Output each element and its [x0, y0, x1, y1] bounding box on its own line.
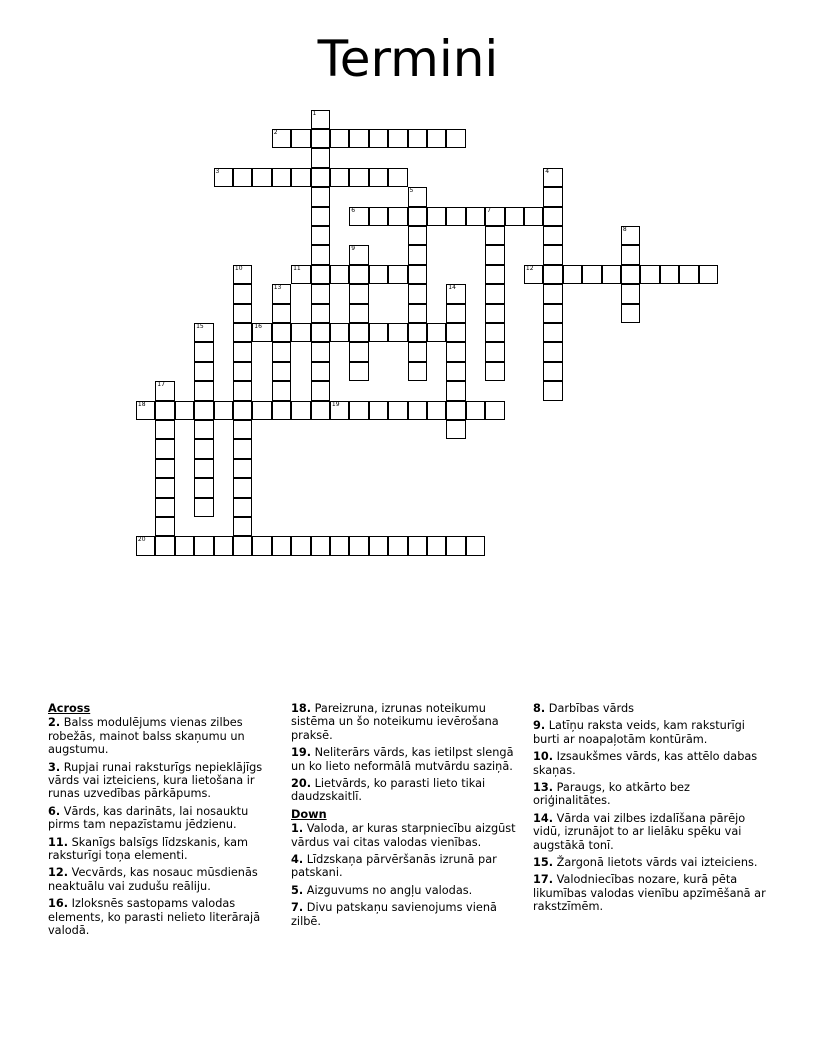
- grid-cell[interactable]: [679, 265, 699, 285]
- grid-cell[interactable]: [233, 284, 253, 304]
- grid-cell[interactable]: [408, 536, 428, 556]
- clue-text: Vecvārds, kas nosauc mūsdienās neaktuālu vai zudušu reāliju.: [48, 866, 258, 893]
- clue-number-label: 17.: [533, 873, 554, 887]
- grid-cell[interactable]: [543, 323, 563, 343]
- clue-number-label: 11.: [48, 835, 69, 849]
- clue-number-label: 7.: [291, 901, 304, 915]
- grid-cell[interactable]: [233, 265, 253, 285]
- grid-cell[interactable]: [369, 536, 389, 556]
- grid-cell[interactable]: [272, 401, 292, 421]
- grid-cell[interactable]: [388, 168, 408, 188]
- clue-number: 7: [487, 206, 491, 214]
- clue-number: 6: [351, 206, 356, 214]
- clue-text: Vārda vai zilbes izdalīšana pārējo vidū, izrunājot to ar lielāku spēku vai augstākā tonī.: [533, 811, 746, 852]
- clue-item: [291, 853, 516, 880]
- grid-cell[interactable]: [272, 536, 292, 556]
- grid-cell[interactable]: [349, 362, 369, 382]
- clue-text: Skanīgs balsīgs līdzskanis, kam raksturīgi toņa elementi.: [48, 835, 249, 863]
- clue-number: 15: [196, 322, 204, 330]
- grid-cell[interactable]: [311, 129, 331, 149]
- grid-cell[interactable]: [349, 207, 369, 227]
- grid-cell[interactable]: [194, 342, 214, 362]
- grid-cell[interactable]: [524, 207, 544, 227]
- grid-cell[interactable]: [446, 342, 466, 362]
- grid-cell[interactable]: [466, 536, 486, 556]
- grid-cell[interactable]: [408, 207, 428, 227]
- grid-cell[interactable]: [194, 536, 214, 556]
- clue-item: [291, 746, 516, 773]
- grid-cell[interactable]: [446, 207, 466, 227]
- grid-cell[interactable]: [349, 245, 369, 265]
- clue-number-label: 1.: [291, 822, 304, 836]
- grid-cell[interactable]: [388, 323, 408, 343]
- clue-number-label: 3.: [48, 760, 61, 774]
- grid-cell[interactable]: [582, 265, 602, 285]
- clue-number: 16: [254, 322, 262, 330]
- clue-text: Vārds, kas darināts, lai nosauktu pirms tam nepazīstamu jēdzienu.: [48, 804, 249, 832]
- clue-number: 4: [545, 167, 550, 175]
- grid-cell[interactable]: [543, 362, 563, 382]
- clue-number: 13: [273, 284, 282, 292]
- grid-cell[interactable]: [214, 401, 234, 421]
- grid-cell[interactable]: [602, 265, 622, 285]
- clue-item: [48, 836, 270, 863]
- grid-cell[interactable]: [369, 401, 389, 421]
- clue-number-label: 5.: [291, 883, 304, 897]
- grid-cell[interactable]: [543, 342, 563, 362]
- grid-cell[interactable]: [543, 265, 563, 285]
- clue-number-label: 8.: [533, 702, 546, 715]
- grid-cell[interactable]: [311, 110, 331, 130]
- grid-cell[interactable]: [252, 168, 272, 188]
- grid-cell[interactable]: [621, 226, 641, 246]
- grid-cell[interactable]: [446, 129, 466, 149]
- grid-cell[interactable]: [155, 459, 175, 479]
- grid-cell[interactable]: [155, 401, 175, 421]
- clue-text: Neliterārs vārds, kas ietilpst slengā un ko lieto neformālā mutvārdu saziņā.: [291, 746, 514, 773]
- clue-text: Divu patskaņu savienojums vienā zilbē.: [291, 901, 497, 928]
- grid-cell[interactable]: [194, 459, 214, 479]
- grid-cell[interactable]: [660, 265, 680, 285]
- clue-number: 5: [409, 187, 414, 195]
- grid-cell[interactable]: [233, 536, 253, 556]
- clue-item: [533, 750, 769, 777]
- clue-text: Paraugs, ko atkārto bez oriģinalitātes.: [533, 781, 690, 808]
- grid-cell[interactable]: [311, 323, 331, 343]
- grid-cell[interactable]: [446, 401, 466, 421]
- grid-cell[interactable]: [485, 265, 505, 285]
- grid-cell[interactable]: [233, 323, 253, 343]
- grid-cell[interactable]: [543, 226, 563, 246]
- grid-cell[interactable]: [155, 439, 175, 459]
- grid-cell[interactable]: [563, 265, 583, 285]
- grid-cell[interactable]: [485, 342, 505, 362]
- clue-text: Valodniecības nozare, kurā pēta likumības valodas vienību apzīmēšanā ar rakstzīmēm.: [533, 873, 766, 914]
- grid-cell[interactable]: [408, 284, 428, 304]
- clue-item: [533, 719, 769, 746]
- grid-cell[interactable]: [233, 381, 253, 401]
- grid-cell[interactable]: [233, 498, 253, 518]
- grid-cell[interactable]: [330, 265, 350, 285]
- clue-item: [48, 897, 270, 937]
- grid-cell[interactable]: [349, 304, 369, 324]
- clue-number-label: 15.: [533, 856, 554, 870]
- clue-text: Valoda, ar kuras starpniecību aizgūst vārdus vai citas valodas vienības.: [291, 822, 516, 849]
- grid-cell[interactable]: [408, 362, 428, 382]
- grid-cell[interactable]: [427, 323, 447, 343]
- clue-number-label: 13.: [533, 781, 554, 795]
- clue-number: 14: [448, 284, 456, 292]
- grid-cell[interactable]: [291, 168, 311, 188]
- grid-cell[interactable]: [485, 284, 505, 304]
- grid-cell[interactable]: [485, 362, 505, 382]
- grid-cell[interactable]: [330, 401, 350, 421]
- grid-cell[interactable]: [311, 187, 331, 207]
- grid-cell[interactable]: [408, 129, 428, 149]
- clue-number-label: 20.: [291, 777, 312, 791]
- clue-number-label: 4.: [291, 853, 304, 867]
- clue-text: Izsaukšmes vārds, kas attēlo dabas skaņas.: [533, 750, 758, 777]
- grid-cell[interactable]: [272, 304, 292, 324]
- grid-cell[interactable]: [194, 498, 214, 518]
- grid-cell[interactable]: [408, 226, 428, 246]
- grid-cell[interactable]: [408, 323, 428, 343]
- grid-cell[interactable]: [446, 362, 466, 382]
- grid-cell[interactable]: [233, 459, 253, 479]
- grid-cell[interactable]: [311, 284, 331, 304]
- grid-cell[interactable]: [252, 401, 272, 421]
- clue-text: Lietvārds, ko parasti lieto tikai daudzskaitlī.: [291, 777, 486, 804]
- grid-cell[interactable]: [485, 401, 505, 421]
- grid-cell[interactable]: [272, 342, 292, 362]
- grid-cell[interactable]: [388, 536, 408, 556]
- clue-item: [48, 761, 270, 801]
- grid-cell[interactable]: [369, 323, 389, 343]
- grid-cell[interactable]: [155, 478, 175, 498]
- grid-cell[interactable]: [194, 420, 214, 440]
- grid-cell[interactable]: [485, 304, 505, 324]
- grid-cell[interactable]: [272, 129, 292, 149]
- grid-cell[interactable]: [194, 323, 214, 343]
- grid-cell[interactable]: [330, 536, 350, 556]
- grid-cell[interactable]: [408, 245, 428, 265]
- grid-cell[interactable]: [311, 304, 331, 324]
- grid-cell[interactable]: [427, 536, 447, 556]
- grid-cell[interactable]: [272, 168, 292, 188]
- grid-cell[interactable]: [194, 381, 214, 401]
- clue-number: 9: [351, 245, 356, 253]
- grid-cell[interactable]: [194, 478, 214, 498]
- grid-cell[interactable]: [621, 284, 641, 304]
- grid-cell[interactable]: [233, 342, 253, 362]
- grid-cell[interactable]: [543, 381, 563, 401]
- clue-number: 8: [622, 225, 627, 233]
- clue-number: 11: [293, 264, 301, 272]
- across-heading: Across: [48, 702, 91, 715]
- grid-cell[interactable]: [543, 168, 563, 188]
- grid-cell[interactable]: [311, 401, 331, 421]
- grid-cell[interactable]: [388, 265, 408, 285]
- clue-text: Izloksnēs sastopams valodas elements, ko parasti nelieto literārajā valodā.: [48, 897, 261, 938]
- clue-number-label: 16.: [48, 897, 69, 911]
- grid-cell[interactable]: [446, 381, 466, 401]
- clue-item: [48, 716, 270, 756]
- grid-cell[interactable]: [214, 536, 234, 556]
- grid-cell[interactable]: [446, 323, 466, 343]
- grid-cell[interactable]: [136, 401, 156, 421]
- grid-cell[interactable]: [311, 536, 331, 556]
- clue-number-label: 18.: [291, 702, 312, 715]
- grid-cell[interactable]: [621, 265, 641, 285]
- clue-text: Latīņu raksta veids, kam raksturīgi burti ar noapaļotām kontūrām.: [533, 719, 745, 746]
- grid-cell[interactable]: [543, 284, 563, 304]
- grid-cell[interactable]: [233, 439, 253, 459]
- grid-cell[interactable]: [291, 265, 311, 285]
- grid-cell[interactable]: [175, 536, 195, 556]
- grid-cell[interactable]: [369, 129, 389, 149]
- grid-cell[interactable]: [446, 304, 466, 324]
- clue-text: Pareizruna, izrunas noteikumu sistēma un šo noteikumu ievērošana praksē.: [291, 702, 499, 742]
- grid-cell[interactable]: [349, 265, 369, 285]
- clue-number-label: 14.: [533, 811, 554, 825]
- grid-cell[interactable]: [349, 129, 369, 149]
- grid-cell[interactable]: [311, 168, 331, 188]
- grid-cell[interactable]: [233, 362, 253, 382]
- grid-cell[interactable]: [291, 323, 311, 343]
- grid-cell[interactable]: [330, 168, 350, 188]
- grid-cell[interactable]: [369, 168, 389, 188]
- grid-cell[interactable]: [272, 362, 292, 382]
- grid-cell[interactable]: [252, 323, 272, 343]
- clue-number: 1: [312, 109, 317, 117]
- clue-number-label: 19.: [291, 746, 312, 760]
- grid-cell[interactable]: [233, 168, 253, 188]
- grid-cell[interactable]: [155, 381, 175, 401]
- grid-cell[interactable]: [291, 129, 311, 149]
- clue-number-label: 2.: [48, 716, 61, 730]
- grid-cell[interactable]: [369, 207, 389, 227]
- down-heading: Down: [291, 807, 327, 821]
- grid-cell[interactable]: [155, 498, 175, 518]
- grid-cell[interactable]: [485, 207, 505, 227]
- grid-cell[interactable]: [485, 323, 505, 343]
- clues-column-2: [291, 702, 516, 932]
- clue-item: [291, 822, 516, 849]
- grid-cell[interactable]: [543, 187, 563, 207]
- clue-item: [533, 856, 769, 869]
- grid-cell[interactable]: [233, 401, 253, 421]
- clue-number-label: 6.: [48, 804, 61, 818]
- grid-cell[interactable]: [233, 478, 253, 498]
- grid-cell[interactable]: [524, 265, 544, 285]
- grid-cell[interactable]: [194, 401, 214, 421]
- clue-number: 12: [525, 264, 534, 272]
- grid-cell[interactable]: [446, 284, 466, 304]
- grid-cell[interactable]: [349, 342, 369, 362]
- clue-number: 10: [234, 264, 243, 272]
- grid-cell[interactable]: [233, 517, 253, 537]
- grid-cell[interactable]: [311, 226, 331, 246]
- grid-cell[interactable]: [427, 207, 447, 227]
- grid-cell[interactable]: [388, 207, 408, 227]
- grid-cell[interactable]: [175, 401, 195, 421]
- grid-cell[interactable]: [388, 401, 408, 421]
- grid-cell[interactable]: [311, 381, 331, 401]
- clue-number: 17: [157, 381, 165, 389]
- grid-cell[interactable]: [136, 536, 156, 556]
- grid-cell[interactable]: [330, 323, 350, 343]
- grid-cell[interactable]: [349, 284, 369, 304]
- grid-cell[interactable]: [543, 245, 563, 265]
- grid-cell[interactable]: [408, 342, 428, 362]
- grid-cell[interactable]: [291, 536, 311, 556]
- grid-cell[interactable]: [485, 245, 505, 265]
- grid-cell[interactable]: [349, 323, 369, 343]
- grid-cell[interactable]: [408, 401, 428, 421]
- clue-item: [48, 805, 270, 832]
- clue-number: 3: [215, 167, 220, 175]
- grid-cell[interactable]: [349, 168, 369, 188]
- grid-cell[interactable]: [408, 265, 428, 285]
- clue-number-label: 10.: [533, 750, 554, 764]
- grid-cell[interactable]: [194, 362, 214, 382]
- clue-item: [533, 873, 769, 913]
- grid-cell[interactable]: [291, 401, 311, 421]
- grid-cell[interactable]: [446, 420, 466, 440]
- clue-number: 2: [273, 128, 278, 136]
- clue-text: Aizguvums no angļu valodas.: [306, 883, 473, 897]
- grid-cell[interactable]: [408, 187, 428, 207]
- grid-cell[interactable]: [155, 536, 175, 556]
- clue-item: [533, 781, 769, 808]
- grid-cell[interactable]: [621, 304, 641, 324]
- clues-column-1: [48, 702, 270, 942]
- clue-item: [291, 884, 516, 897]
- grid-cell[interactable]: [408, 304, 428, 324]
- clue-item: [291, 901, 516, 928]
- grid-cell[interactable]: [155, 420, 175, 440]
- grid-cell[interactable]: [330, 129, 350, 149]
- clue-item: [533, 812, 769, 852]
- clue-item: [291, 702, 516, 742]
- clue-number-label: 9.: [533, 719, 546, 733]
- grid-cell[interactable]: [369, 265, 389, 285]
- clue-text: Rupjai runai raksturīgs nepieklājīgs vārds vai izteiciens, kura lietošana ir runas uzvedības pārkāpums.: [48, 760, 263, 801]
- grid-cell[interactable]: [427, 401, 447, 421]
- grid-cell[interactable]: [466, 207, 486, 227]
- page-title: Termini: [317, 30, 499, 88]
- grid-cell[interactable]: [349, 401, 369, 421]
- grid-cell[interactable]: [349, 536, 369, 556]
- grid-cell[interactable]: [388, 129, 408, 149]
- grid-cell[interactable]: [466, 401, 486, 421]
- clue-text: Balss modulējums vienas zilbes robežās, mainot balss skaņumu un augstumu.: [48, 716, 245, 757]
- grid-cell[interactable]: [446, 536, 466, 556]
- grid-cell[interactable]: [543, 304, 563, 324]
- clue-number: 20: [137, 536, 146, 544]
- grid-cell[interactable]: [311, 148, 331, 168]
- clue-text: Līdzskaņa pārvēršanās izrunā par patskani.: [291, 853, 497, 880]
- grid-cell[interactable]: [311, 265, 331, 285]
- clue-number: 18: [137, 400, 146, 408]
- grid-cell[interactable]: [543, 207, 563, 227]
- clue-text: Darbības vārds: [548, 702, 635, 715]
- clue-item: [48, 866, 270, 893]
- clue-number: 19: [331, 400, 340, 408]
- grid-cell[interactable]: [311, 245, 331, 265]
- grid-cell[interactable]: [272, 323, 292, 343]
- grid-cell[interactable]: [485, 226, 505, 246]
- grid-cell[interactable]: [311, 342, 331, 362]
- grid-cell[interactable]: [252, 536, 272, 556]
- clue-number-label: 12.: [48, 866, 69, 880]
- grid-cell[interactable]: [311, 362, 331, 382]
- grid-cell[interactable]: [621, 245, 641, 265]
- grid-cell[interactable]: [311, 207, 331, 227]
- grid-cell[interactable]: [427, 129, 447, 149]
- clue-text: Žargonā lietots vārds vai izteiciens.: [556, 856, 758, 870]
- grid-cell[interactable]: [214, 168, 234, 188]
- grid-cell[interactable]: [272, 381, 292, 401]
- grid-cell[interactable]: [233, 420, 253, 440]
- clues-column-3: [533, 702, 769, 918]
- grid-cell[interactable]: [272, 284, 292, 304]
- clue-item: [533, 702, 769, 715]
- grid-cell[interactable]: [155, 517, 175, 537]
- clue-item: [291, 777, 516, 804]
- grid-cell[interactable]: [233, 304, 253, 324]
- grid-cell[interactable]: [505, 207, 525, 227]
- grid-cell[interactable]: [640, 265, 660, 285]
- grid-cell[interactable]: [699, 265, 719, 285]
- grid-cell[interactable]: [194, 439, 214, 459]
